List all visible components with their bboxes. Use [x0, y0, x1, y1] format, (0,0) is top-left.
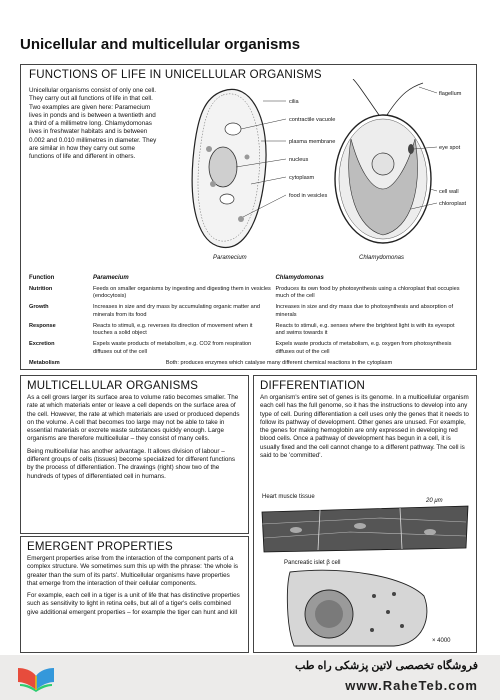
row-chlamydomonas: Increases in size and dry mass due to photosynthesis and absorption of minerals: [275, 304, 454, 318]
chlamydomonas-drawing: [335, 79, 431, 243]
table-row: [29, 341, 469, 360]
label-food-in-vesicles: food in vesicles: [289, 193, 328, 199]
functions-of-life-box: [20, 64, 477, 370]
row-function: Nutrition: [29, 285, 53, 292]
row-paramecium: Expels waste products of metabolism, e.g. CO2 from respiration diffuses out of the cell: [93, 341, 252, 355]
emergent-properties-box: [20, 536, 249, 653]
functions-table: [29, 275, 469, 370]
label-eye-spot: eye spot: [439, 145, 461, 151]
row-function: Excretion: [29, 341, 55, 348]
row-chlamydomonas: Reacts to stimuli, e.g. senses where the brightest light is with its eyespot and swims towards it: [275, 322, 455, 337]
cell-diagrams: [161, 79, 471, 264]
caption-paramecium: Paramecium: [213, 255, 247, 261]
label-cilia: cilia: [289, 99, 299, 105]
book-logo-icon: [16, 660, 56, 696]
footer-banner: [0, 655, 500, 700]
heart-muscle-label: Heart muscle tissue: [262, 494, 315, 500]
row-chlamydomonas: Produces its own food by photosynthesis using a chloroplast that occupies much of the cell: [275, 285, 460, 300]
differentiation-paragraph: An organism's entire set of genes is its genome. In a multicellular organism each cell has the full genome, so it has the instructions to develop into any type of cell. During differentiation a cell uses only the genes that it needs to follow its pathway of development. Other genes are unused. For example, the genes for making hemoglobin are only expressed in developing red blood cells. Once a pathway of development has begun in a cell, it is usually fixed and the cell cannot change to a different pathway. The cell is said to be 'committed'.: [260, 394, 469, 460]
row-function: Metabolism: [29, 359, 60, 366]
functions-intro: Unicellular organisms consist of only one cell. They carry out all functions of life in that cell. Two examples are given here: Paramecium lives in ponds and is between a twentieth and a third of a millimetre long. Chlamydomonas lives in freshwater habitats and is between 0.002 and 0.010 millimetres in diameter. They are similar in how they carry out some functions of life and different in others.: [29, 87, 157, 161]
footer-website[interactable]: www.RaheTeb.com: [345, 678, 478, 693]
header-paramecium: Paramecium: [93, 275, 129, 281]
header-chlamydomonas: Chlamydomonas: [275, 275, 324, 281]
row-function: Response: [29, 322, 56, 329]
differentiation-heading: DIFFERENTIATION: [260, 380, 366, 392]
table-row: [29, 360, 469, 370]
page-title: Unicellular and multicellular organisms: [20, 36, 301, 53]
table-row: [29, 304, 469, 323]
differentiation-box: [253, 375, 477, 653]
label-contractile-vacuole: contractile vacuole: [289, 117, 336, 123]
label-cytoplasm: cytoplasm: [289, 175, 315, 181]
label-cell-wall: cell wall: [439, 189, 459, 195]
row-chlamydomonas: Expels waste products of metabolism, e.g. oxygen from photosynthesis diffuses out of the cell: [275, 341, 452, 355]
label-chloroplast: chloroplast: [439, 201, 467, 207]
label-nucleus: nucleus: [289, 157, 309, 163]
heart-muscle-drawing: [260, 504, 470, 554]
multicellular-box: [20, 375, 249, 534]
row-paramecium: Feeds on smaller organisms by ingesting and digesting them in vesicles (endocytosis): [93, 285, 271, 300]
row-both: Both: produces enzymes which catalyse many different chemical reactions in the cytoplasm: [165, 359, 393, 366]
emergent-paragraph-1: Emergent properties arise from the interaction of the component parts of a complex structure. We sometimes sum this up with the phrase: 'the whole is greater than the sum of its parts'. Multicellular organisms have properties that emerge from the interaction of their cellular components.: [27, 555, 239, 587]
table-row: [29, 286, 469, 305]
caption-chlamydomonas: Chlamydomonas: [359, 255, 405, 261]
footer-store-name: فروشگاه تخصصی لاتین پزشکی راه طب: [294, 660, 478, 672]
emergent-heading: EMERGENT PROPERTIES: [27, 541, 173, 553]
functions-heading: FUNCTIONS OF LIFE IN UNICELLULAR ORGANISMS: [29, 69, 322, 81]
label-plasma-membrane: plasma membrane: [289, 139, 336, 145]
row-paramecium: Increases in size and dry mass by accumulating organic matter and minerals from its food: [93, 304, 260, 318]
pancreatic-cell-drawing: [284, 566, 434, 648]
label-flagellum: flagellum: [439, 91, 462, 97]
multicellular-heading: MULTICELLULAR ORGANISMS: [27, 380, 199, 392]
emergent-paragraph-2: For example, each cell in a tiger is a unit of life that has distinctive properties such as sensitivity to light in retina cells, but all of a tiger's cells combined give additional emergent properties – for example the tiger can hunt and kill: [27, 592, 240, 616]
row-function: Growth: [29, 304, 49, 311]
paramecium-drawing: [192, 89, 266, 247]
table-row: [29, 323, 469, 342]
multicellular-paragraph-2: Being multicellular has another advantage. It allows division of labour – different groups of cells (tissues) become specialized for different functions by the process of differentiation. The drawings (right) show two of the hundreds of types of differentiated cell in humans.: [27, 447, 236, 480]
header-function: Function: [29, 275, 55, 281]
row-paramecium: Reacts to stimuli, e.g. reverses its direction of movement when it touches a solid object: [93, 322, 253, 337]
pancreatic-cell-label: Pancreatic islet β cell: [284, 560, 341, 566]
heart-muscle-scale: 20 μm: [426, 498, 443, 504]
multicellular-paragraph-1: As a cell grows larger its surface area to volume ratio becomes smaller. The rate at which materials enter or leave a cell depends on the surface area of the cell. However, the rate at which materials are used or produced depends on the volume. A cell that becomes too large may not be able to take in essential materials or excrete waste substances quickly enough. Large organisms are therefore multicellular – they consist of many cells.: [27, 394, 240, 443]
pancreatic-cell-scale: × 4000: [432, 638, 451, 644]
